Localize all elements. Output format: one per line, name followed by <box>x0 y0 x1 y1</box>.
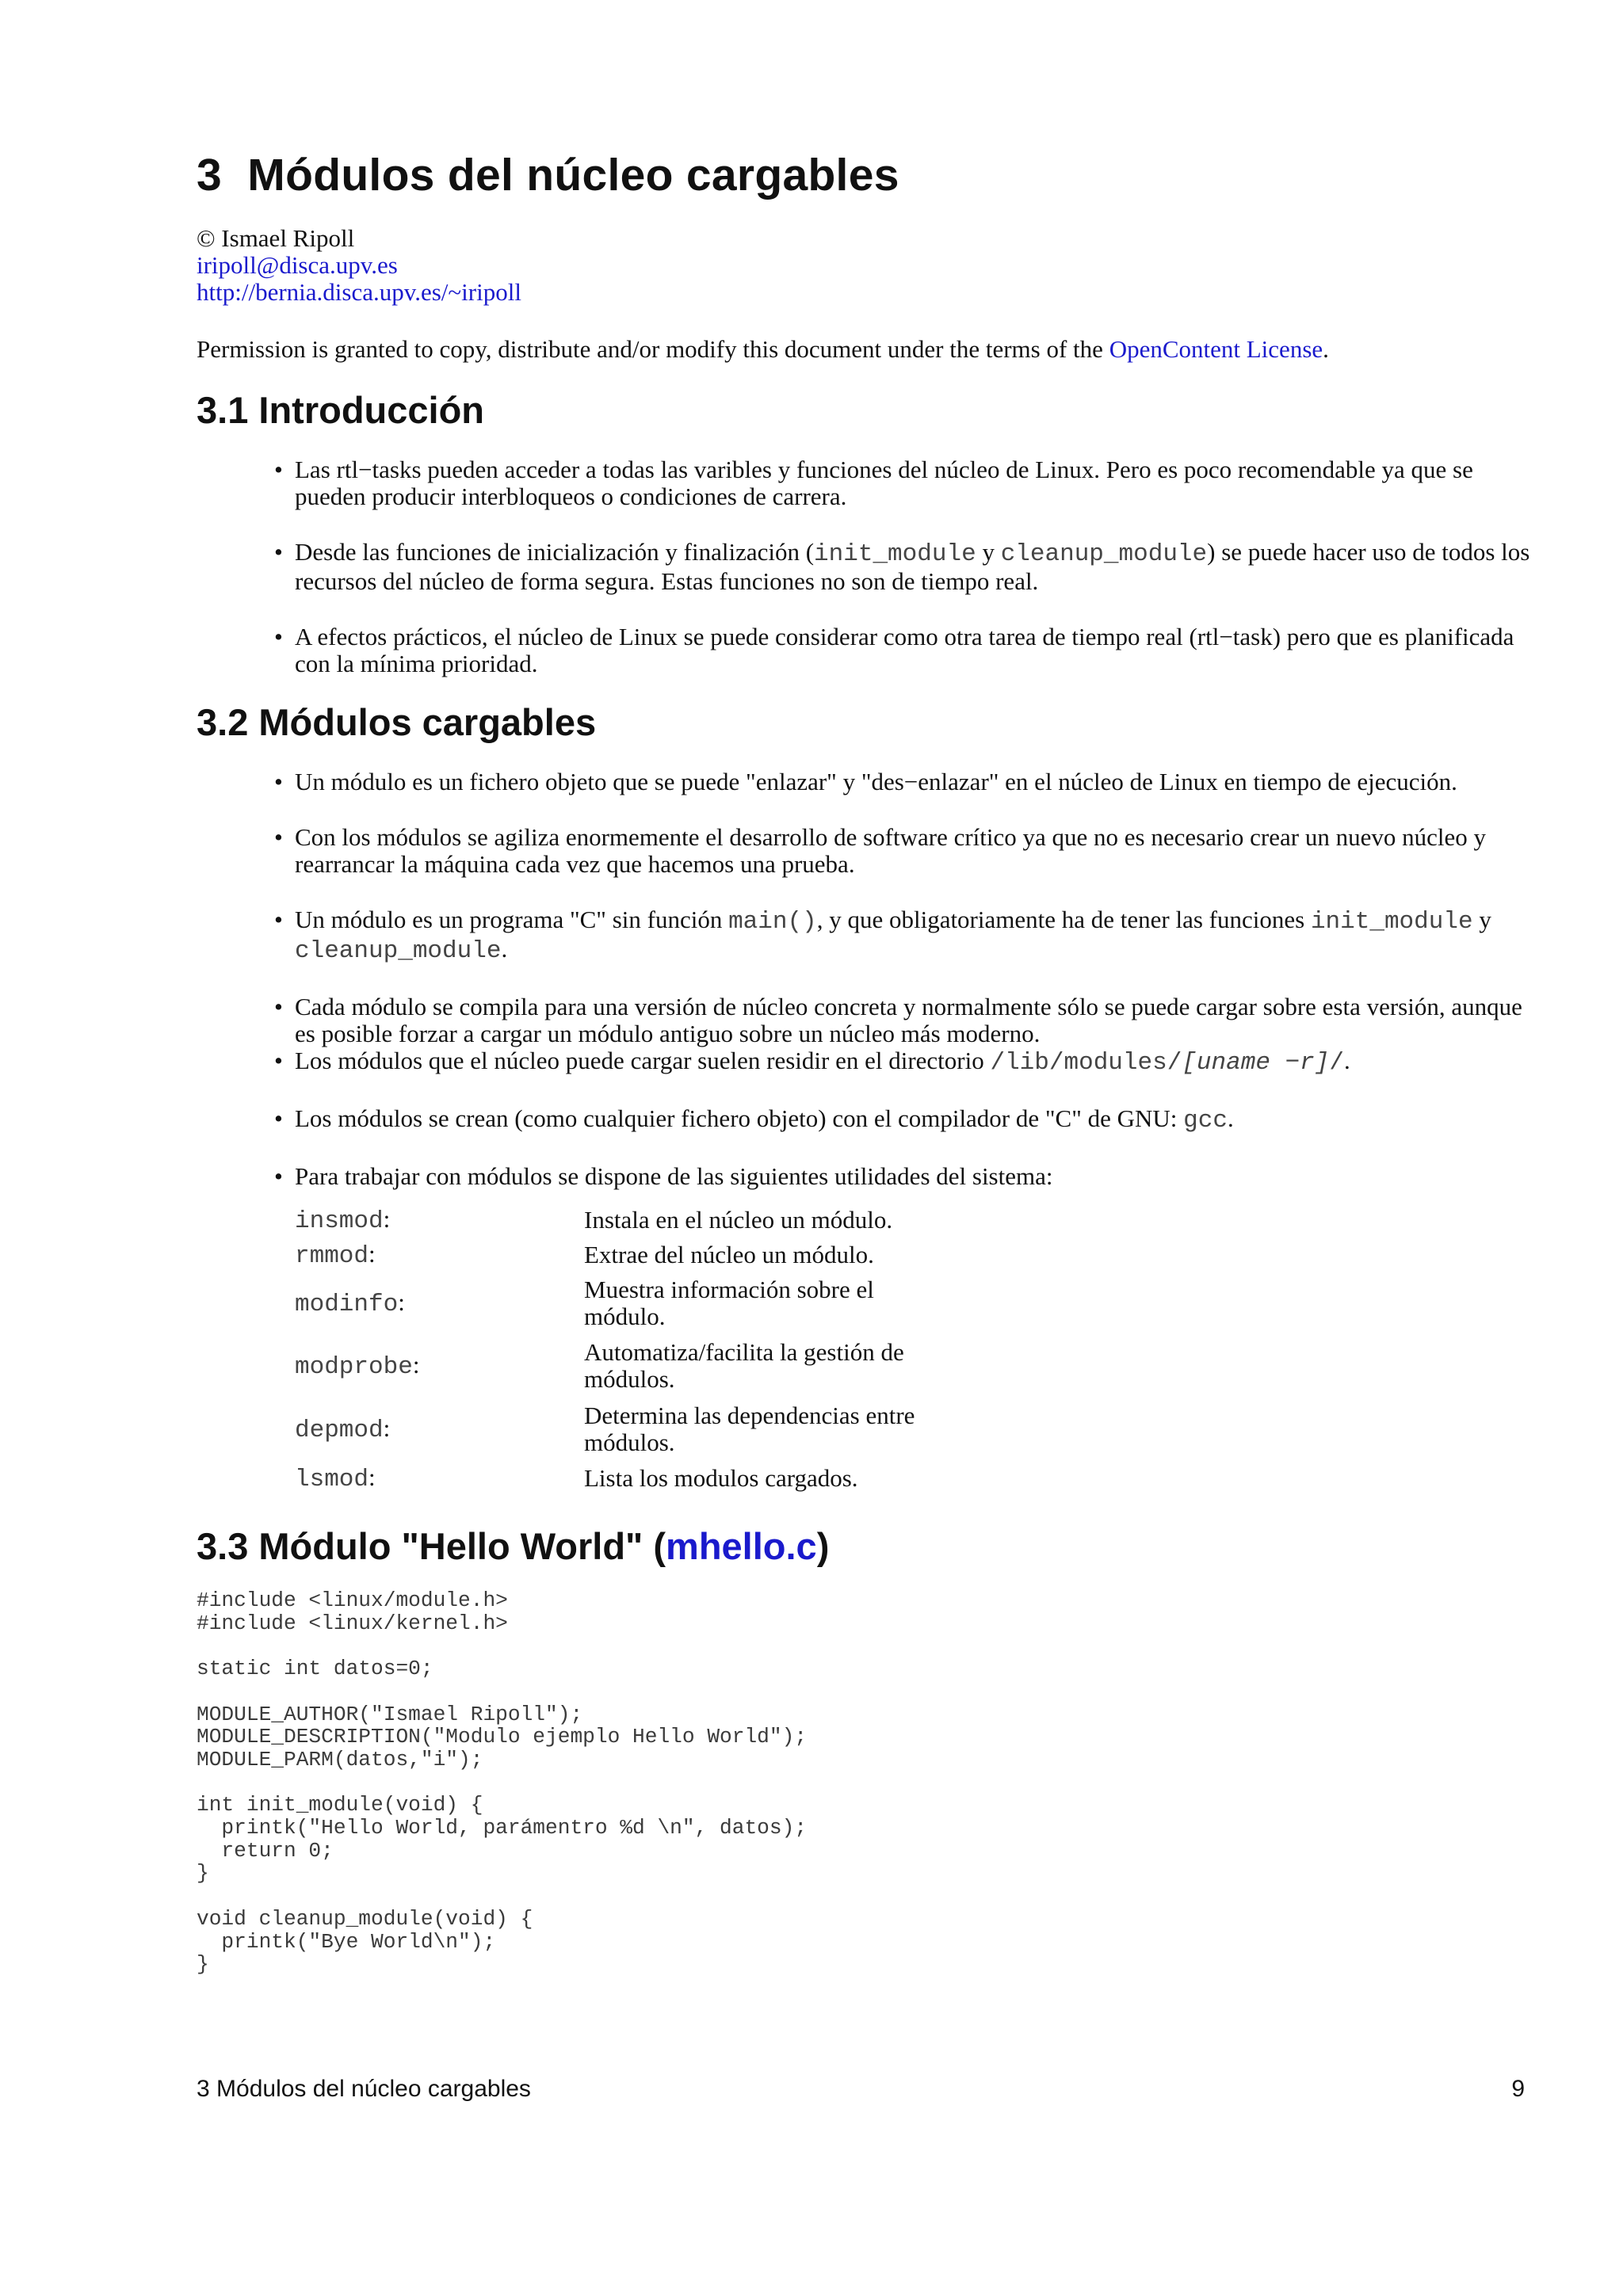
list-item: • Las rtl−tasks pueden acceder a todas las varibles y funciones del núcleo de Linux. Pero es poco recomendable ya que se pueden producir interbloqueos o condiciones de carrera. <box>274 456 1534 510</box>
table-row: modinfo: Muestra información sobre el módulo. <box>295 1272 917 1334</box>
list-item: • A efectos prácticos, el núcleo de Linux se puede considerar como otra tarea de tiempo real (rtl−task) pero que es planificada con la mínima prioridad. <box>274 624 1534 677</box>
permission-text: Permission is granted to copy, distribute and/or modify this document under the terms of the <box>197 335 1109 363</box>
page-number: 9 <box>1511 2076 1525 2102</box>
email-link[interactable]: iripoll@disca.upv.es <box>197 251 398 279</box>
utility-command: modprobe <box>295 1352 413 1381</box>
utility-description: Determina las dependencias entre módulos. <box>584 1402 915 1456</box>
permission-end: . <box>1323 335 1329 363</box>
list-item: • Para trabajar con módulos se dispone de las siguientes utilidades del sistema: <box>274 1163 1534 1190</box>
homepage-link[interactable]: http://bernia.disca.upv.es/~iripoll <box>197 278 521 306</box>
inline-code: main() <box>728 908 817 936</box>
modules-bullet-list <box>274 769 1534 1190</box>
list-item: • Los módulos se crean (como cualquier fichero objeto) con el compilador de "C" de GNU: gcc. <box>274 1105 1534 1135</box>
table-row: depmod: Determina las dependencias entre módulos. <box>295 1398 917 1461</box>
table-row: insmod: Instala en el núcleo un módulo. <box>295 1203 917 1238</box>
utility-description: Muestra información sobre el módulo. <box>584 1276 874 1330</box>
inline-code: cleanup_module <box>1000 540 1208 568</box>
intro-bullet-list <box>274 456 1534 677</box>
inline-code: gcc <box>1183 1107 1228 1135</box>
section-heading-modulos-cargables: 3.2 Módulos cargables <box>197 701 597 743</box>
utility-description: Automatiza/facilita la gestión de módulos. <box>584 1338 904 1393</box>
inline-code: / <box>1329 1049 1344 1077</box>
utility-description: Lista los modulos cargados. <box>584 1464 858 1492</box>
utility-description: Instala en el núcleo un módulo. <box>584 1206 893 1234</box>
utilities-table <box>295 1203 917 1496</box>
inline-code: /lib/modules/ <box>990 1049 1182 1077</box>
utility-command: lsmod <box>295 1465 369 1493</box>
inline-code-italic: [uname −r] <box>1182 1049 1330 1077</box>
list-item: • Cada módulo se compila para una versión de núcleo concreta y normalmente sólo se puede cargar sobre esta versión, aunque es posible forzar a cargar un módulo antiguo sobre un núcleo más moderno. <box>274 994 1534 1047</box>
mhello-c-link[interactable]: mhello.c <box>666 1525 817 1567</box>
chapter-number: 3 <box>197 150 223 200</box>
utility-description: Extrae del núcleo un módulo. <box>584 1241 874 1268</box>
section-heading-hello-world: 3.3 Módulo "Hello World" (mhello.c) <box>197 1525 830 1567</box>
list-item: • Un módulo es un fichero objeto que se puede "enlazar" y "des−enlazar" en el núcleo de Linux en tiempo de ejecución. <box>274 769 1534 795</box>
utility-command: insmod <box>295 1207 384 1235</box>
permission-notice <box>197 336 1329 363</box>
copyright-line: © Ismael Ripoll <box>197 224 355 252</box>
section-heading-introduccion: 3.1 Introducción <box>197 389 484 431</box>
chapter-title <box>197 147 899 203</box>
utility-command: modinfo <box>295 1290 399 1318</box>
table-row: modprobe: Automatiza/facilita la gestión de módulos. <box>295 1334 917 1398</box>
inline-code: init_module <box>1310 908 1473 936</box>
list-item: • Desde las funciones de inicialización y finalización (init_module y cleanup_module) se puede hacer uso de todos los recursos del núcleo de forma segura. Estas funciones no son de tiempo real. <box>274 539 1534 595</box>
utility-command: rmmod <box>295 1241 369 1270</box>
table-row: lsmod: Lista los modulos cargados. <box>295 1461 917 1496</box>
chapter-title-text: Módulos del núcleo cargables <box>247 150 899 200</box>
inline-code: cleanup_module <box>295 937 502 965</box>
code-listing: #include <linux/module.h> #include <linux/kernel.h> static int datos=0; MODULE_AUTHOR("Ismael Ripoll"); MODULE_DESCRIPTION("Modulo ejemplo Hello World"); MODULE_PARM(datos,"i"); int init_module(void) { printk("Hello World, parámentro %d \n", datos); return 0; } void cleanup_module(void) { printk("Bye World\n"); } <box>197 1589 808 1977</box>
license-link[interactable]: OpenContent License <box>1109 335 1323 363</box>
table-row: rmmod: Extrae del núcleo un módulo. <box>295 1238 917 1272</box>
utility-command: depmod <box>295 1416 384 1444</box>
list-item: • Con los módulos se agiliza enormemente el desarrollo de software crítico ya que no es necesario crear un nuevo núcleo y rearrancar la máquina cada vez que hacemos una prueba. <box>274 824 1534 878</box>
author-block <box>197 225 521 306</box>
inline-code: init_module <box>814 540 976 568</box>
footer-chapter: 3 Módulos del núcleo cargables <box>197 2076 531 2102</box>
list-item: • Un módulo es un programa "C" sin función main(), y que obligatoriamente ha de tener las funciones init_module y cleanup_module. <box>274 906 1534 965</box>
list-item: • Los módulos que el núcleo puede cargar suelen residir en el directorio /lib/modules/[uname −r]/. <box>274 1047 1534 1077</box>
